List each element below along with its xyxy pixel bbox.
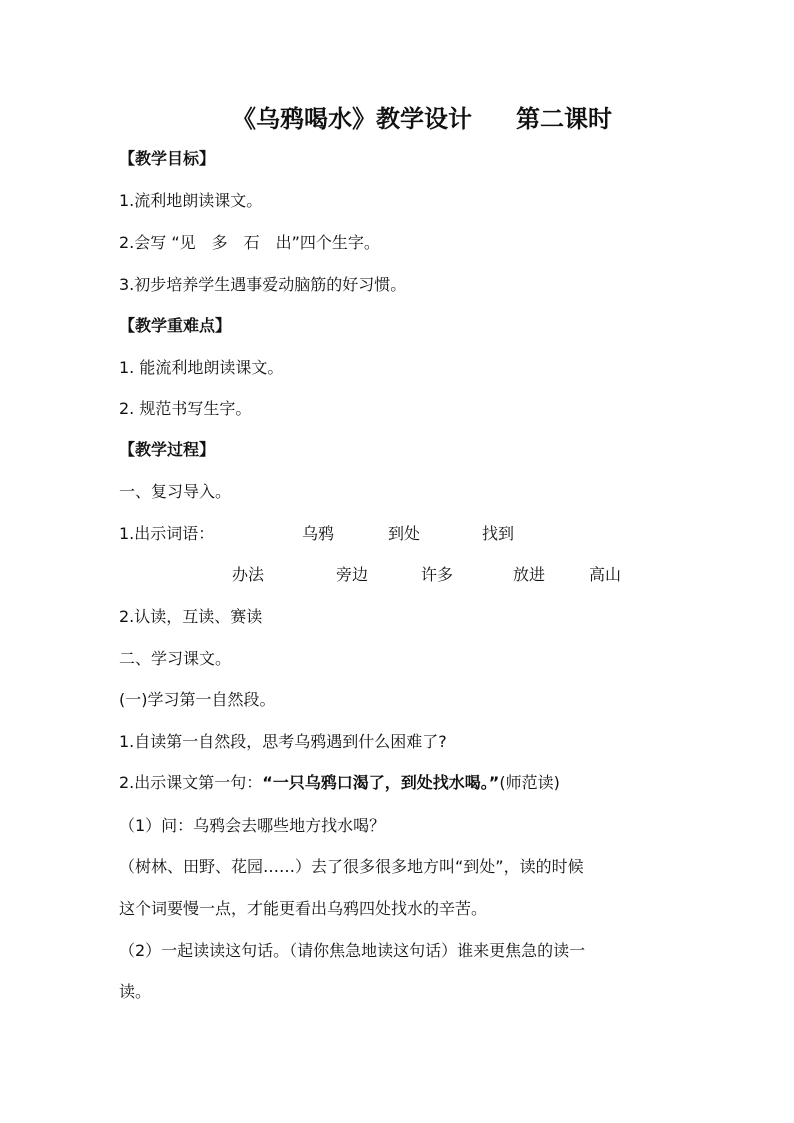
word-item: 放进 [513,565,546,584]
item-2-suffix: (师范读) [499,773,560,792]
title-main: 《乌鸦喝水》教学设计 [232,105,472,133]
item-2 [119,772,560,794]
word-item: 找到 [482,524,515,543]
item-2-quote: “一只乌鸦口渴了，到处找水喝。” [262,773,500,792]
title-session: 第二课时 [516,105,612,133]
word-item: 旁边 [336,565,369,584]
page-title [232,104,612,134]
word-item: 高山 [589,565,622,584]
item-2-prefix: 2.出示课文第一句： [119,773,263,792]
answer-line-2: 这个词要慢一点，才能更看出乌鸦四处找水的辛苦。 [119,899,488,918]
goals-heading: 【教学目标】 [119,149,216,168]
goal-3: 3.初步培养学生遇事爱动脑筋的好习惯。 [119,275,407,294]
answer-line-1: （树林、田野、花园……）去了很多很多地方叫“到处”，读的时候 [119,857,584,876]
question-1: （1）问：乌鸦会去哪些地方找水喝？ [119,816,386,835]
sub-section-1: (一)学习第一自然段。 [119,690,276,709]
goal-2: 2.会写 “见 多 石 出”四个生字。 [119,233,380,252]
word-item: 到处 [388,524,421,543]
section-review: 一、复习导入。 [119,482,232,501]
key-point-1: 1. 能流利地朗读课文。 [119,358,284,377]
question-2-line-2: 读。 [119,982,152,1001]
question-2-line-1: （2）一起读读这句话。（请你焦急地读这句话）谁来更焦急的读一 [119,941,586,960]
process-heading: 【教学过程】 [119,440,216,459]
word-item: 许多 [421,565,454,584]
item-1: 1.自读第一自然段，思考乌鸦遇到什么困难了? [119,732,447,751]
goal-1: 1.流利地朗读课文。 [119,191,263,210]
word-item: 乌鸦 [302,524,335,543]
step-2: 2.认读，互读、赛读 [119,607,263,626]
key-point-2: 2. 规范书写生字。 [119,399,252,418]
words-intro: 1.出示词语： [119,524,215,543]
key-points-heading: 【教学重难点】 [119,316,232,335]
word-item: 办法 [232,565,265,584]
section-study: 二、学习课文。 [119,649,232,668]
